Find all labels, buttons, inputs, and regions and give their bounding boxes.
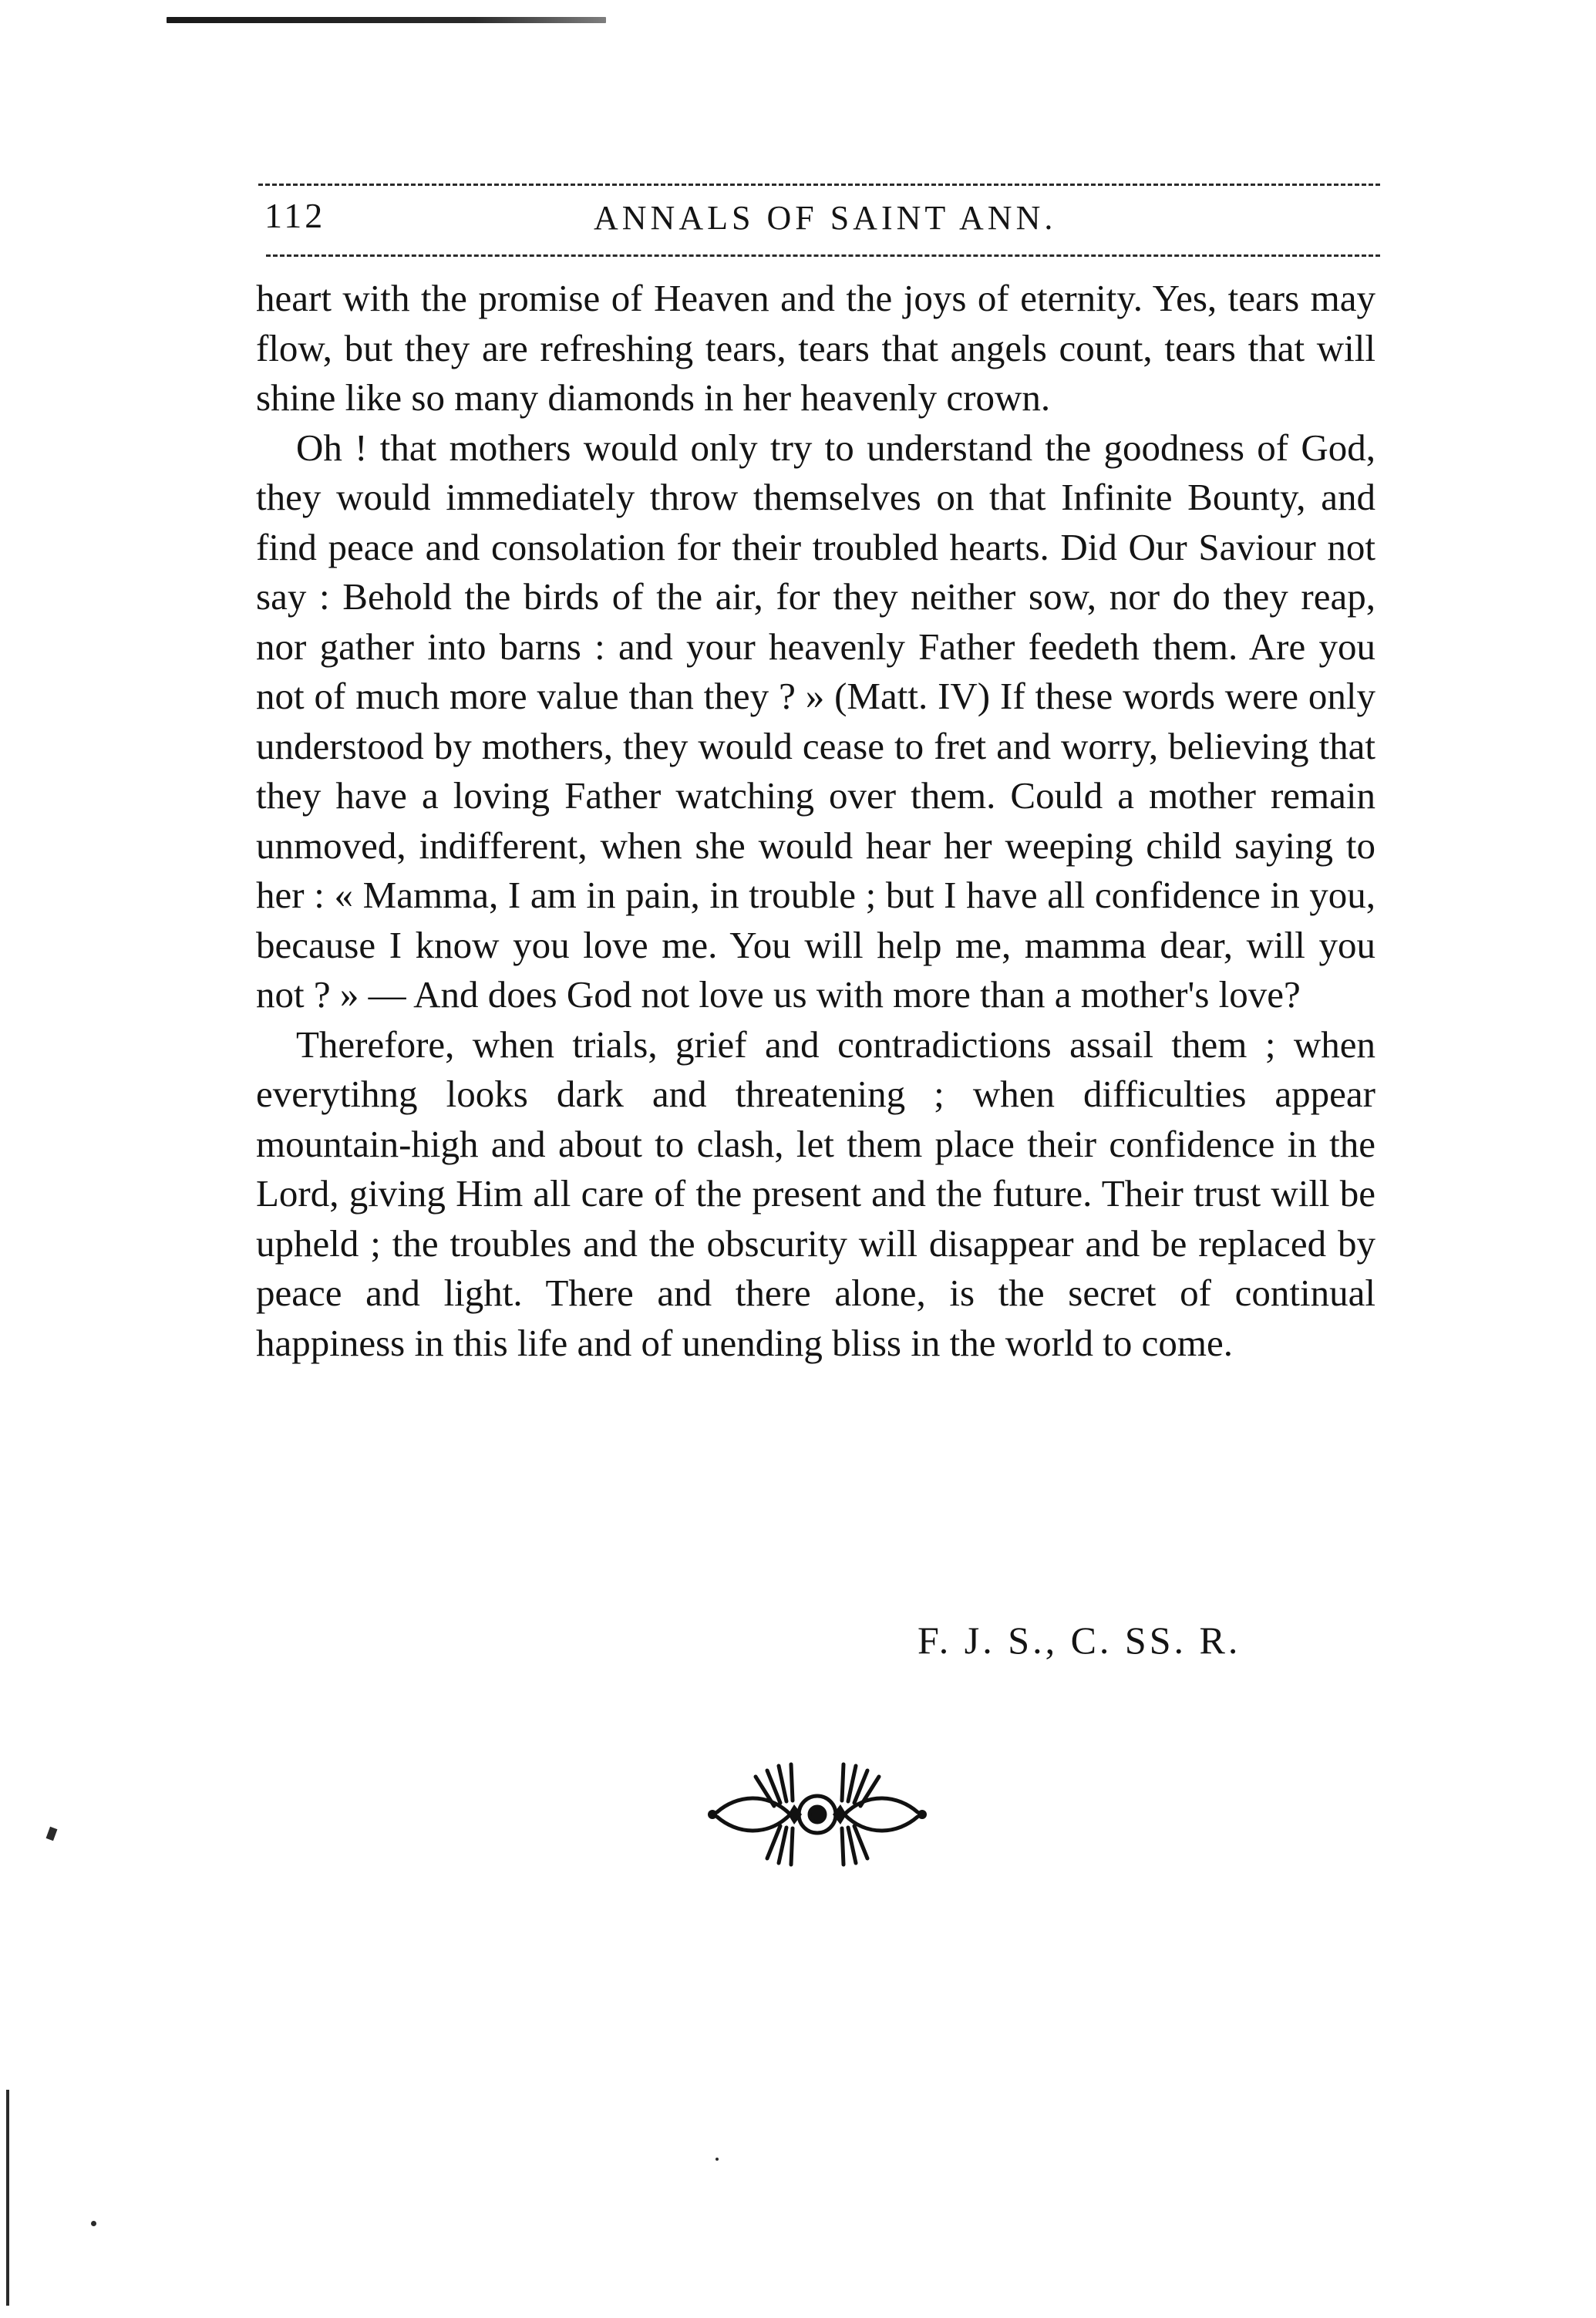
page-number: 112 xyxy=(264,196,326,235)
margin-mark-left xyxy=(46,1827,58,1841)
top-edge-rule xyxy=(167,17,606,23)
paragraph-therefore: Therefore, when trials, grief and contradictions assail them ; when everytihng looks dark and threatening ; when difficulties appear mountain-high and about to clash, let them place their confidence in the Lord, giving Him all care of the present and the future. Their trust will be upheld ; the troubles and the obscurity will disappear and be replaced by peace and light. There and there alone, is the secret of continual happiness in this life and of unending bliss in the world to come. xyxy=(256,1023,1375,1364)
author-signature: F. J. S., C. SS. R. xyxy=(918,1619,1241,1662)
page-speck xyxy=(716,2158,719,2161)
margin-binding-line xyxy=(6,2090,9,2306)
paragraph-continuation: heart with the promise of Heaven and the joys of eternity. Yes, tears may flow, but they are refreshing tears, tears that angels count, tears that will shine like so many diamonds in her heavenly crown. xyxy=(256,277,1375,419)
running-title: ANNALS OF SAINT ANN. xyxy=(594,199,1057,237)
header-rule-top xyxy=(258,184,1380,188)
article-body xyxy=(256,274,1375,1368)
margin-dot xyxy=(91,2221,96,2226)
header-rule-bottom xyxy=(266,254,1380,259)
paragraph-mothers: Oh ! that mothers would only try to understand the goodness of God, they would immediately throw themselves on that Infinite Bounty, and find peace and consolation for their troubled hearts. Did Our Saviour not say : Behold the birds of the air, for they neither sow, nor do they reap, nor gather into barns : and your heavenly Father feedeth them. Are you not of much more value than they ? » (Matt. IV) If these words were only understood by mothers, they would cease to fret and worry, believing that they have a loving Father watching over them. Could a mother remain unmoved, indifferent, when she would hear her weeping child saying to her : « Mamma, I am in pain, in trouble ; but I have all confidence in you, because I know you love me. You will help me, mamma dear, will you not ? » — And does God not love us with more than a mother's love? xyxy=(256,426,1375,1016)
floral-tailpiece-ornament-icon xyxy=(694,1757,941,1872)
